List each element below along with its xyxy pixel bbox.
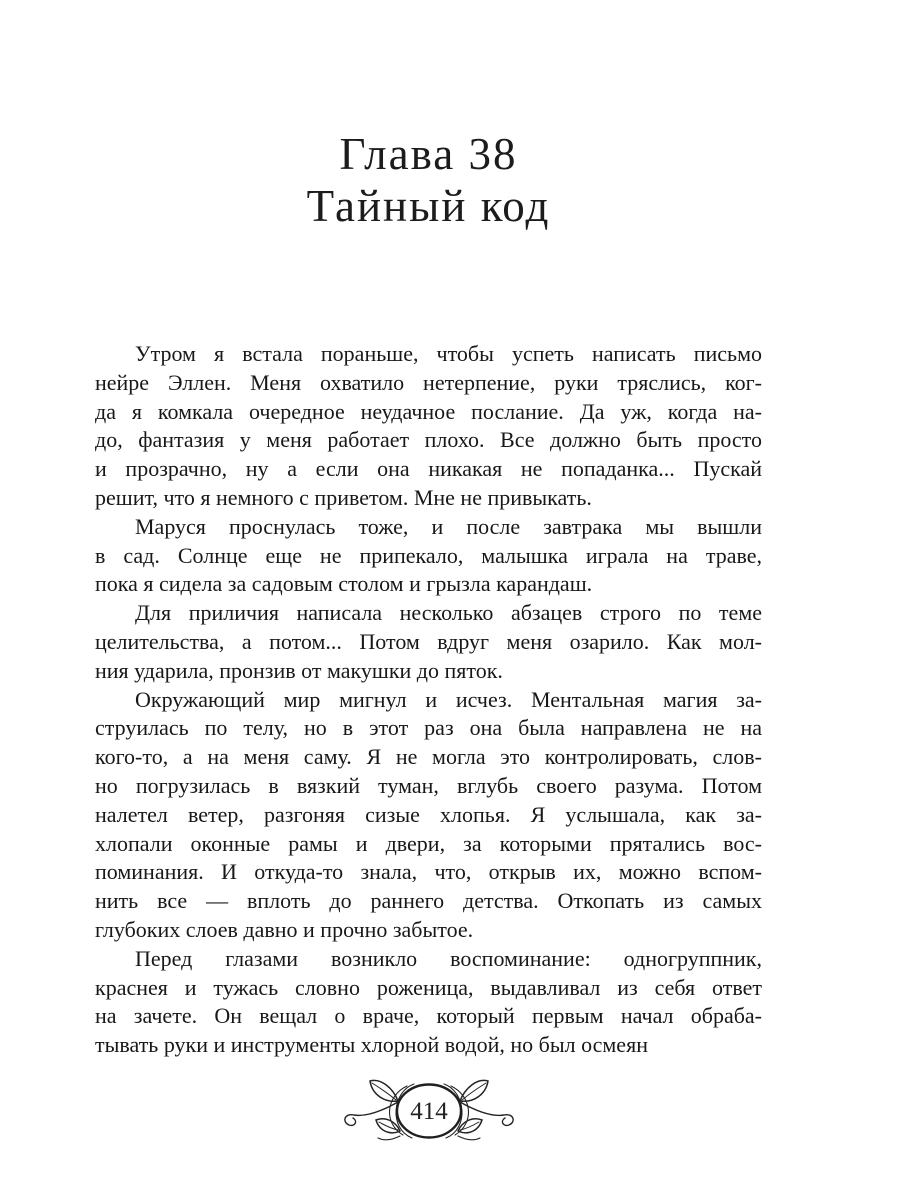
paragraph [95,686,762,945]
text-line: Перед глазами возникло воспоминание: одногруппник, [135,945,762,971]
text-line: целительства, а потом... Потом вдруг меня озарило. Как мол- [95,628,762,654]
text-line: на зачете. Он вещал о враче, который первым начал обраба- [95,1003,762,1029]
text-line: хлопали оконные рамы и двери, за которыми прятались вос- [95,830,762,856]
text-line: Для приличия написала несколько абзацев строго по теме [135,600,762,626]
text-line: кого-то, а на меня саму. Я не могла это контролировать, слов- [95,744,762,770]
text-line: Утром я встала пораньше, чтобы успеть написать письмо [135,341,762,366]
paragraph [95,945,762,1060]
chapter-title [95,0,762,232]
text-line: тывать руки и инструменты хлорной водой, но был осмеян [95,1032,648,1058]
text-line: пока я сидела за садовым столом и грызла карандаш. [95,571,593,597]
chapter-title-line-1: Глава 38 [339,129,518,179]
text-line: Маруся проснулась тоже, и после завтрака мы вышли [135,513,762,539]
leaf-ornament-icon [334,1076,524,1146]
text-line: да я комкала очередное неудачное послание. Да уж, когда на- [95,398,762,424]
text-line: и прозрачно, ну а если она никакая не попаданка... Пускай [95,456,762,482]
content-column [95,0,762,1151]
page-number: 414 [409,1097,448,1125]
text-line: до, фантазия у меня работает плохо. Все должно быть просто [95,427,762,453]
text-line: краснея и тужась словно роженица, выдавливал из себя ответ [95,974,762,1000]
paragraph [95,599,762,685]
page-footer [95,1060,762,1151]
paragraph [95,513,762,599]
text-line: поминания. И откуда-то знала, что, открыв их, можно вспом- [95,859,762,885]
text-line: Окружающий мир мигнул и исчез. Ментальная магия за- [135,686,762,712]
paragraph [95,340,762,513]
text-line: нейре Эллен. Меня охватило нетерпение, руки тряслись, ког- [95,369,762,395]
text-line: струилась по телу, но в этот раз она была направлена не на [95,715,762,741]
text-line: решит, что я немного с приветом. Мне не привыкать. [95,484,592,510]
body-text [95,232,762,1060]
text-line: нить все — вплоть до раннего детства. Откопать из самых [95,888,762,914]
text-line: налетел ветер, разгоняя сизые хлопья. Я услышала, как за- [95,801,762,827]
text-line: в сад. Солнце еще не припекало, малышка играла на траве, [95,542,762,568]
text-line: ния ударила, пронзив от макушки до пяток. [95,657,503,683]
text-line: глубоких слоев давно и прочно забытое. [95,916,474,942]
chapter-title-line-2: Тайный код [306,181,551,231]
text-line: но погрузилась в вязкий туман, вглубь своего разума. Потом [95,772,762,798]
